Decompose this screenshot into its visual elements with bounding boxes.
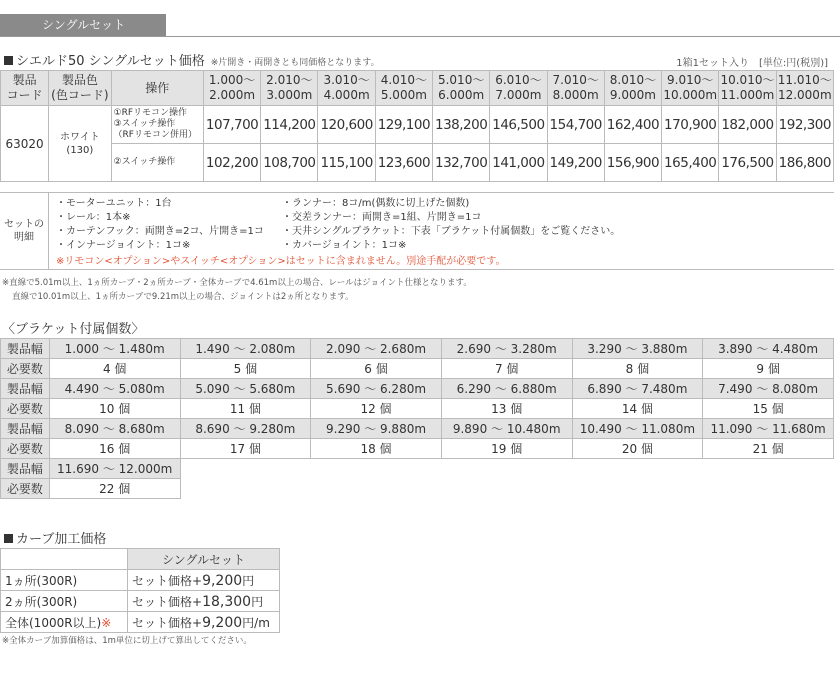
square-bullet-icon [4,534,13,543]
curve-row [1,591,280,612]
curve-price: セット価格+9,200円 [128,570,280,591]
header-range: 8.010～ 9.000m [604,71,661,106]
curve-row [1,612,280,633]
curve-note: ※全体カーブ加算価格は、1m単位に切上げて算出してください。 [2,636,252,646]
header-range: 9.010～ 10.000m [662,71,719,106]
curve-row [1,570,280,591]
price-cell: 115,100 [318,144,375,182]
set-item: ・ランナー：8コ/m(偶数に切上げた個数) [282,198,470,209]
bracket-count-row [1,439,834,459]
width-range: 3.290 ～ 3.880m [572,339,703,359]
width-range: 6.890 ～ 7.480m [572,379,703,399]
bracket-width-row [1,459,834,479]
curve-label: 1ヵ所(300R) [1,570,128,591]
curve-table [0,548,280,633]
product-color: ホワイト (130) [49,106,111,182]
curve-header: シングルセット [128,549,280,570]
set-contents-col2 [282,197,620,253]
width-range: 10.490 ～ 11.080m [572,419,703,439]
header-range: 5.010～ 6.000m [433,71,490,106]
set-item: ・モーターユニット：1台 [56,198,172,209]
price-cell: 162,400 [604,106,661,144]
price-cell: 146,500 [490,106,547,144]
bracket-count: 11 個 [180,399,311,419]
header-range: 2.010～ 3.000m [261,71,318,106]
width-range: 2.690 ～ 3.280m [441,339,572,359]
set-item: ・天井シングルブラケット：下表「ブラケット付属個数」をご覧ください。 [282,226,621,237]
price-cell: 170,900 [662,106,719,144]
bracket-count: 13 個 [441,399,572,419]
width-range: 5.090 ～ 5.680m [180,379,311,399]
header-range: 10.010～ 11.000m [719,71,776,106]
header-range: 3.010～ 4.000m [318,71,375,106]
price-cell: 132,700 [433,144,490,182]
bracket-count: 9 個 [703,359,834,379]
curve-price: セット価格+9,200円/m [128,612,280,633]
header-range: 6.010～ 7.000m [490,71,547,106]
width-range: 11.690 ～ 12.000m [49,459,180,479]
unit-note: 1箱1セット入り [単位:円(税別)] [676,58,828,69]
bracket-count: 8 個 [572,359,703,379]
width-range: 9.890 ～ 10.480m [441,419,572,439]
divider [0,36,840,37]
bracket-count: 19 個 [441,439,572,459]
width-range: 9.290 ～ 9.880m [311,419,442,439]
bracket-count: 10 個 [49,399,180,419]
price-cell: 149,200 [547,144,604,182]
footnote: ※直線で5.01m以上、1ヵ所カーブ・2ヵ所カーブ・全体カーブで4.61m以上の場合、レールはジョイント仕様となります。 [2,278,472,288]
header-operation: 操作 [111,71,203,106]
width-range: 5.690 ～ 6.280m [311,379,442,399]
bracket-title: 〈ブラケット付属個数〉 [2,322,145,337]
width-range: 1.000 ～ 1.480m [49,339,180,359]
curve-price: セット価格+18,300円 [128,591,280,612]
count-label: 必要数 [1,439,50,459]
section-tab: シングルセット [0,14,166,36]
bracket-count-row [1,399,834,419]
header-range: 4.010～ 5.000m [375,71,432,106]
price-cell: 192,300 [776,106,833,144]
price-section-title: シエルド50 シングルセット価格 ※片開き・両開きとも同価格となります。 [4,50,380,69]
bracket-count: 14 個 [572,399,703,419]
price-cell: 120,600 [318,106,375,144]
count-label: 必要数 [1,359,50,379]
price-cell: 176,500 [719,144,776,182]
bracket-count: 20 個 [572,439,703,459]
header-range: 1.000～ 2.000m [203,71,260,106]
price-cell: 156,900 [604,144,661,182]
price-cell: 141,000 [490,144,547,182]
width-range: 7.490 ～ 8.080m [703,379,834,399]
header-range: 11.010～ 12.000m [776,71,833,106]
header-code: 製品 コード [1,71,49,106]
set-item: ・交差ランナー：両開き=1組、片開き=1コ [282,212,482,223]
operation-label: ②スイッチ操作 [111,144,203,182]
width-label: 製品幅 [1,339,50,359]
bracket-table [0,338,834,499]
bracket-count: 21 個 [703,439,834,459]
price-cell: 182,000 [719,106,776,144]
curve-label: 全体(1000R以上)※ [1,612,128,633]
width-range: 3.890 ～ 4.480m [703,339,834,359]
price-cell: 165,400 [662,144,719,182]
price-cell: 107,700 [203,106,260,144]
header-color: 製品色 (色コード) [49,71,111,106]
count-label: 必要数 [1,479,50,499]
curve-label: 2ヵ所(300R) [1,591,128,612]
set-item: ・カバージョイント：1コ※ [282,240,407,251]
curve-section-title: カーブ加工価格 [4,528,106,547]
price-row [1,106,834,144]
bracket-width-row [1,419,834,439]
width-range: 6.290 ～ 6.880m [441,379,572,399]
price-table [0,70,834,182]
width-label: 製品幅 [1,459,50,479]
bracket-count: 22 個 [49,479,180,499]
price-row [1,144,834,182]
price-cell: 108,700 [261,144,318,182]
bracket-count: 12 個 [311,399,442,419]
price-cell: 154,700 [547,106,604,144]
width-range: 1.490 ～ 2.080m [180,339,311,359]
price-cell: 123,600 [375,144,432,182]
footnote: 直線で10.01m以上、1ヵ所カーブで9.21m以上の場合、ジョイントは2ヵ所となります。 [12,292,354,302]
set-contents-col1 [56,197,264,253]
width-range: 11.090 ～ 11.680m [703,419,834,439]
count-label: 必要数 [1,399,50,419]
width-label: 製品幅 [1,419,50,439]
product-code: 63020 [1,106,49,182]
width-label: 製品幅 [1,379,50,399]
price-cell: 186,800 [776,144,833,182]
bracket-count: 16 個 [49,439,180,459]
price-cell: 114,200 [261,106,318,144]
bracket-count: 17 個 [180,439,311,459]
width-range: 8.090 ～ 8.680m [49,419,180,439]
price-note: ※片開き・両開きとも同価格となります。 [210,58,380,68]
header-range: 7.010～ 8.000m [547,71,604,106]
bracket-count: 18 個 [311,439,442,459]
set-item: ・カーテンフック：両開き=2コ、片開き=1コ [56,226,264,237]
curve-header-row [1,549,280,570]
price-cell: 102,200 [203,144,260,182]
width-range: 8.690 ～ 9.280m [180,419,311,439]
bracket-count: 4 個 [49,359,180,379]
operation-label: ①RFリモコン操作 ③スイッチ操作 （RFリモコン併用） [111,106,203,144]
bracket-count: 6 個 [311,359,442,379]
set-contents-label: セットの 明細 [0,193,49,269]
set-contents [0,192,834,270]
width-range: 4.490 ～ 5.080m [49,379,180,399]
set-item: ・レール：1本※ [56,212,131,223]
bracket-count: 5 個 [180,359,311,379]
bracket-count: 7 個 [441,359,572,379]
width-range: 2.090 ～ 2.680m [311,339,442,359]
option-warning: ※リモコン<オプション>やスイッチ<オプション>はセットに含まれません。別途手配が必要です。 [56,256,506,267]
bracket-count-row [1,479,834,499]
bracket-count: 15 個 [703,399,834,419]
price-cell: 129,100 [375,106,432,144]
bracket-count-row [1,359,834,379]
price-header-row [1,71,834,106]
price-cell: 138,200 [433,106,490,144]
bracket-width-row [1,339,834,359]
square-bullet-icon [4,56,13,65]
bracket-width-row [1,379,834,399]
set-item: ・インナージョイント：1コ※ [56,240,191,251]
